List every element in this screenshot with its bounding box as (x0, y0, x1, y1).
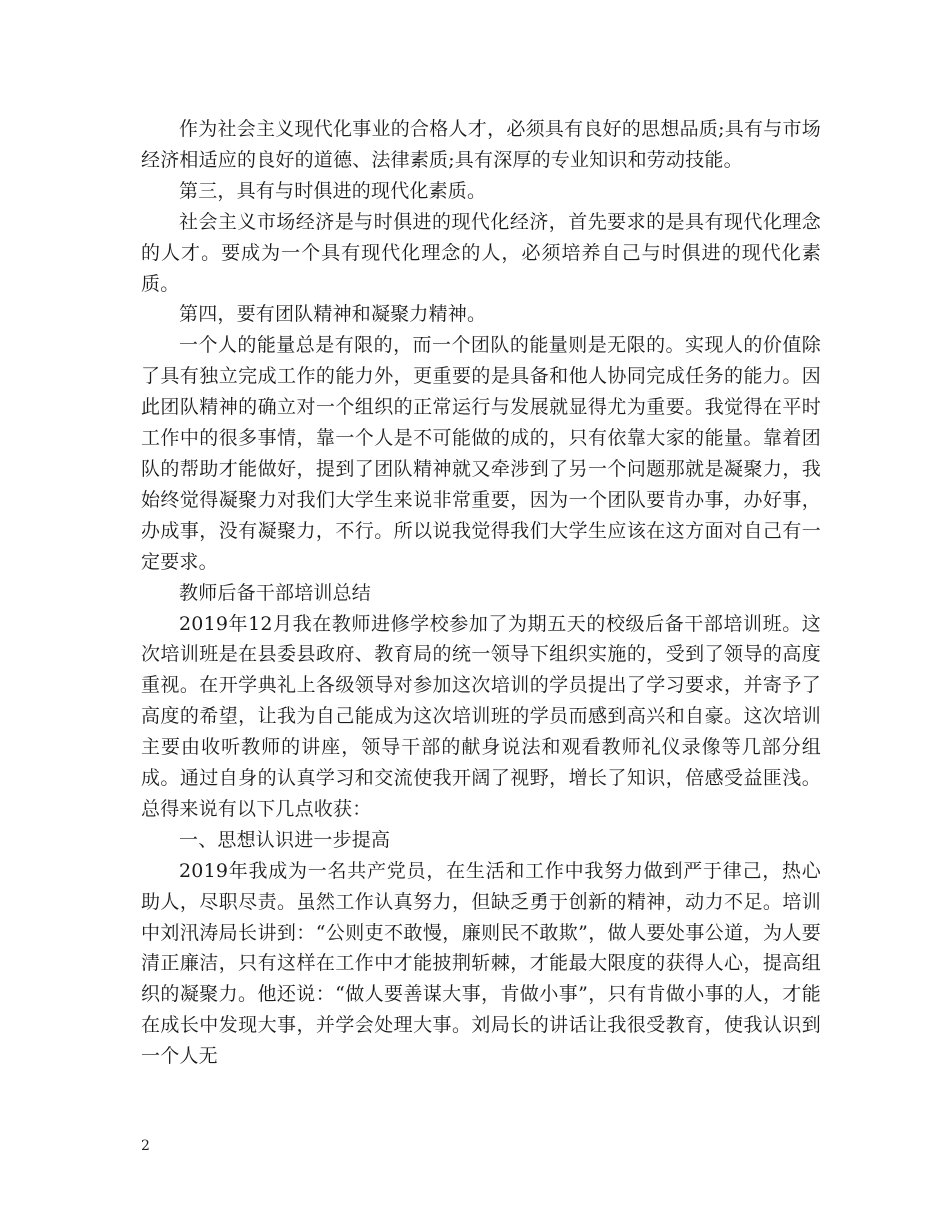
paragraph: 作为社会主义现代化事业的合格人才，必须具有良好的思想品质;具有与市场经济相适应的良好的道德、法律素质;具有深厚的专业知识和劳动技能。 (141, 118, 821, 171)
page-number: 2 (141, 1138, 150, 1154)
document-title: 教师后备干部培训总结 (179, 581, 372, 604)
paragraph: 2019年12月我在教师进修学校参加了为期五天的校级后备干部培训班。这次培训班是在县委县政府、教育局的统一领导下组织实施的，受到了领导的高度重视。在开学典礼上各级领导对参加这次培训的学员提出了学习要求，并寄予了高度的希望，让我为自己能成为这次培训班的学员而感到高兴和自豪。这次培训主要由收听教师的讲座，领导干部的献身说法和观看教师礼仪录像等几部分组成。通过自身的认真学习和交流使我开阔了视野，增长了知识，倍感受益匪浅。总得来说有以下几点收获： (141, 612, 821, 820)
paragraph: 一个人的能量总是有限的，而一个团队的能量则是无限的。实现人的价值除了具有独立完成工作的能力外，更重要的是具备和他人协同完成任务的能力。因此团队精神的确立对一个组织的正常运行与发展就显得尤为重要。我觉得在平时工作中的很多事情，靠一个人是不可能做的成的，只有依靠大家的能量。靠着团队的帮助才能做好，提到了团队精神就又牵涉到了另一个问题那就是凝聚力，我始终觉得凝聚力对我们大学生来说非常重要，因为一个团队要肯办事，办好事，办成事，没有凝聚力，不行。所以说我觉得我们大学生应该在这方面对自己有一定要求。 (141, 334, 821, 573)
section-heading: 第三，具有与时俱进的现代化素质。 (179, 179, 487, 202)
paragraph: 2019年我成为一名共产党员，在生活和工作中我努力做到严于律己，热心助人，尽职尽责。虽然工作认真努力，但缺乏勇于创新的精神，动力不足。培训中刘汛涛局长讲到：“公则吏不敢慢，廉则民不敢欺”，做人要处事公道，为人要清正廉洁，只有这样在工作中才能披荆斩棘，才能最大限度的获得人心，提高组织的凝聚力。他还说：“做人要善谋大事，肯做小事”，只有肯做小事的人，才能在成长中发现大事，并学会处理大事。刘局长的讲话让我很受教育，使我认识到一个人无 (141, 859, 821, 1068)
section-heading: 第四，要有团队精神和凝聚力精神。 (179, 303, 487, 326)
section-heading: 一、思想认识进一步提高 (179, 828, 391, 851)
paragraph: 社会主义市场经济是与时俱进的现代化经济，首先要求的是具有现代化理念的人才。要成为一个具有现代化理念的人，必须培养自己与时俱进的现代化素质。 (141, 210, 821, 295)
document-body (141, 114, 821, 1072)
